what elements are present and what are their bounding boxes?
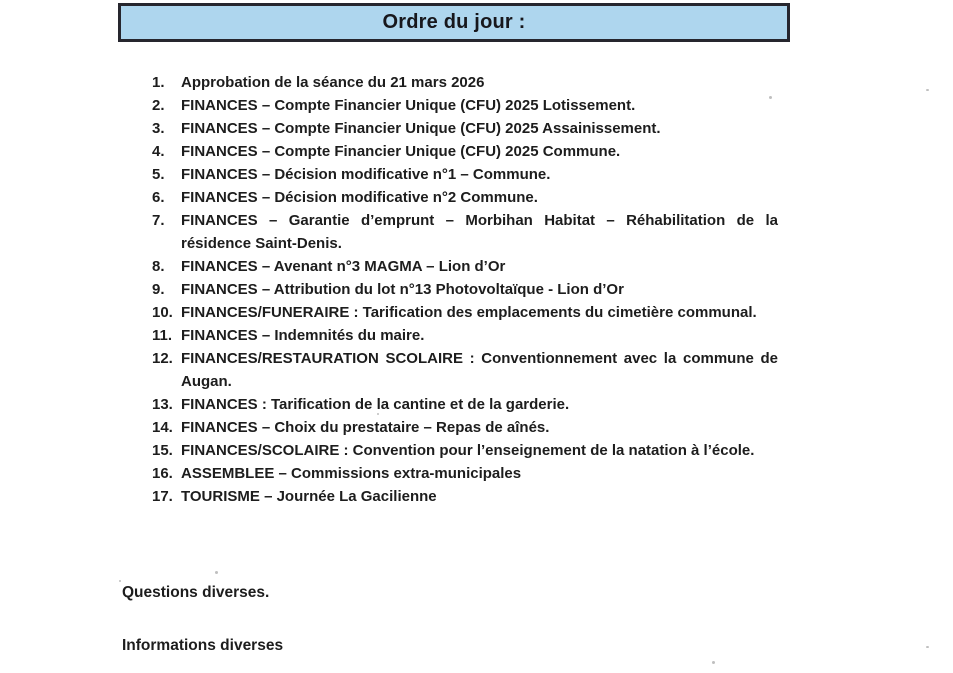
- agenda-title-banner: [118, 3, 790, 42]
- scan-speck: [712, 661, 715, 664]
- item-text: FINANCES – Compte Financier Unique (CFU) 2025 Commune.: [181, 143, 621, 160]
- agenda-item-11: [152, 324, 778, 347]
- agenda-item-1: [152, 71, 778, 94]
- agenda-item-10: [152, 301, 778, 324]
- item-number: 12.: [152, 350, 173, 367]
- item-text: TOURISME – Journée La Gacilienne: [181, 488, 437, 505]
- scan-speck: [215, 571, 218, 574]
- item-text: Approbation de la séance du 21 mars 2026: [181, 74, 485, 91]
- scan-speck: [377, 413, 379, 415]
- agenda-item-6: [152, 186, 778, 209]
- item-text: FINANCES/SCOLAIRE : Convention pour l’enseignement de la natation à l’école.: [181, 442, 755, 459]
- item-text: ASSEMBLEE – Commissions extra-municipales: [181, 465, 522, 482]
- item-number: 11.: [152, 327, 173, 344]
- item-text: FINANCES – Compte Financier Unique (CFU) 2025 Assainissement.: [181, 120, 661, 137]
- scan-speck: [926, 89, 929, 91]
- agenda-item-12: [152, 347, 778, 393]
- agenda-item-15: [152, 439, 778, 462]
- item-number: 14.: [152, 419, 173, 436]
- item-number: 4.: [152, 143, 165, 160]
- item-text: FINANCES – Choix du prestataire – Repas de aînés.: [181, 419, 550, 436]
- scan-speck: [119, 580, 121, 582]
- item-number: 17.: [152, 488, 173, 505]
- item-number: 13.: [152, 396, 173, 413]
- item-number: 2.: [152, 97, 165, 114]
- item-number: 5.: [152, 166, 165, 183]
- item-text: FINANCES – Compte Financier Unique (CFU) 2025 Lotissement.: [181, 97, 636, 114]
- agenda-item-3: [152, 117, 778, 140]
- item-number: 8.: [152, 258, 165, 275]
- item-number: 15.: [152, 442, 173, 459]
- agenda-item-8: [152, 255, 778, 278]
- item-number: 7.: [152, 212, 165, 229]
- item-number: 1.: [152, 74, 165, 91]
- item-number: 6.: [152, 189, 165, 206]
- item-number: 10.: [152, 304, 173, 321]
- item-number: 16.: [152, 465, 173, 482]
- item-text: FINANCES – Indemnités du maire.: [181, 327, 425, 344]
- item-number: 3.: [152, 120, 165, 137]
- page-title: Ordre du jour :: [382, 11, 526, 33]
- agenda-list: [152, 71, 778, 508]
- item-text: FINANCES – Attribution du lot n°13 Photovoltaïque - Lion d’Or: [181, 281, 624, 298]
- questions-diverses-heading: Questions diverses.: [122, 584, 270, 601]
- agenda-item-9: [152, 278, 778, 301]
- agenda-item-5: [152, 163, 778, 186]
- informations-diverses-heading: Informations diverses: [122, 637, 284, 654]
- agenda-item-13: [152, 393, 778, 416]
- item-text: FINANCES – Décision modificative n°1 – Commune.: [181, 166, 551, 183]
- agenda-item-4: [152, 140, 778, 163]
- agenda-item-7: [152, 209, 778, 255]
- item-text: FINANCES/RESTAURATION SCOLAIRE : Conventionnement avec la commune de Augan.: [181, 350, 778, 390]
- agenda-item-17: [152, 485, 778, 508]
- scan-speck: [926, 646, 929, 648]
- item-number: 9.: [152, 281, 165, 298]
- scan-speck: [769, 96, 772, 99]
- item-text: FINANCES : Tarification de la cantine et de la garderie.: [181, 396, 570, 413]
- item-text: FINANCES – Avenant n°3 MAGMA – Lion d’Or: [181, 258, 506, 275]
- item-text: FINANCES – Décision modificative n°2 Commune.: [181, 189, 538, 206]
- agenda-item-2: [152, 94, 778, 117]
- item-text: FINANCES/FUNERAIRE : Tarification des emplacements du cimetière communal.: [181, 304, 757, 321]
- agenda-item-14: [152, 416, 778, 439]
- agenda-item-16: [152, 462, 778, 485]
- item-text: FINANCES – Garantie d’emprunt – Morbihan Habitat – Réhabilitation de la résidence Saint-Denis.: [181, 212, 778, 252]
